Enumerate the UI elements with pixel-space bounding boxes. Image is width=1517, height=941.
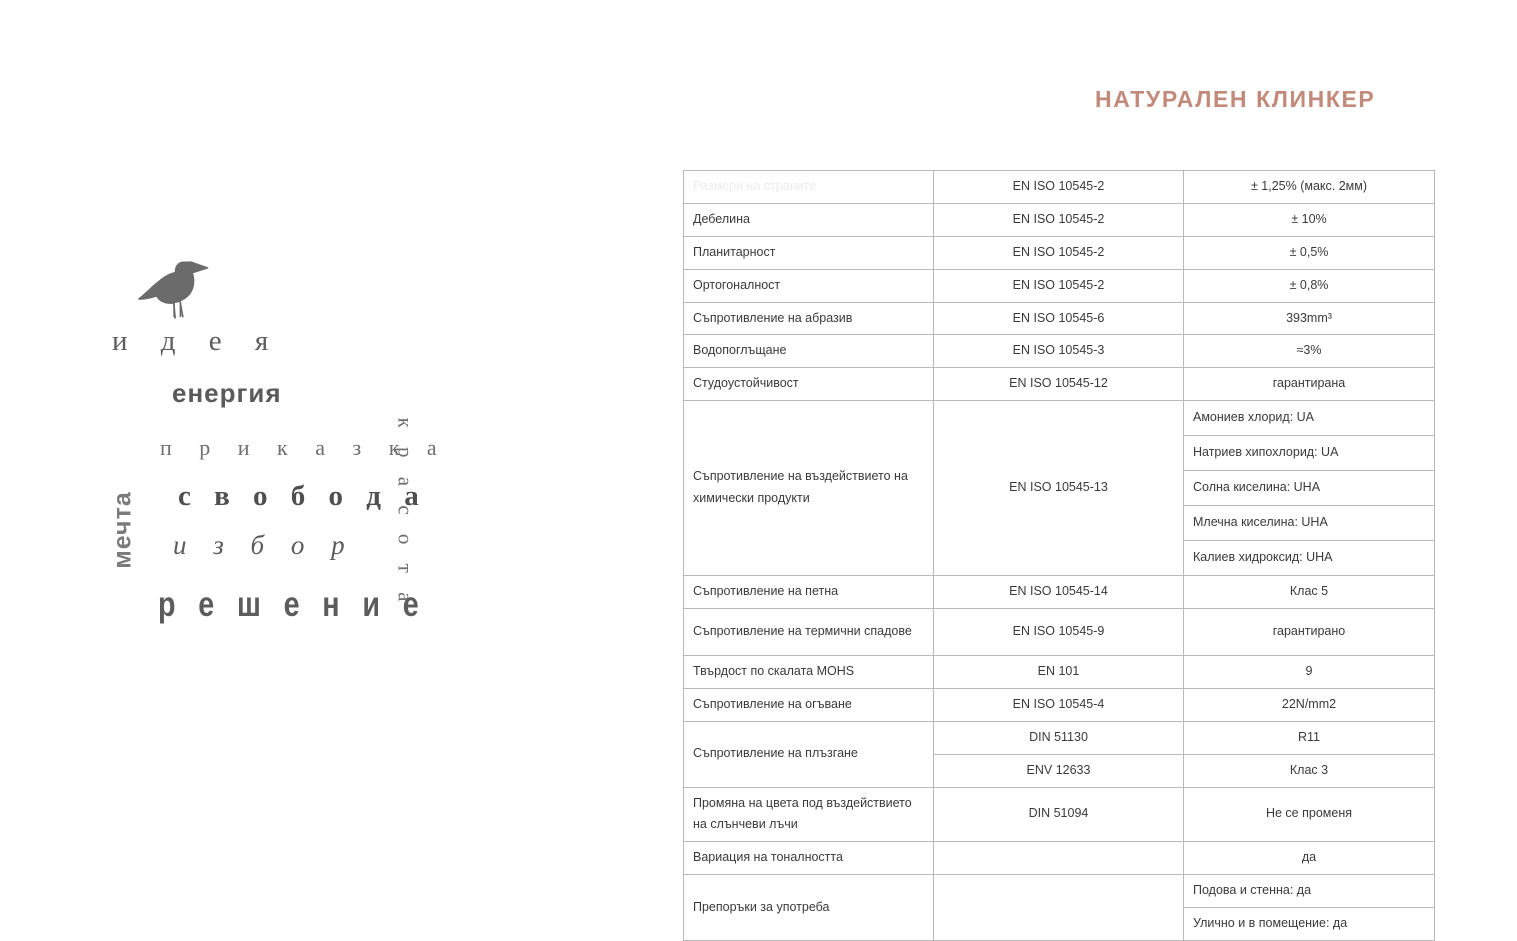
spec-value: ± 10% — [1184, 203, 1435, 236]
spec-value: гарантирана — [1184, 368, 1435, 401]
spec-norm: EN 101 — [934, 656, 1184, 689]
wordcloud-word-reshenie: р е ш е н и е — [158, 585, 427, 624]
spec-value: Клас 3 — [1184, 754, 1435, 787]
spec-norm: EN ISO 10545-9 — [934, 609, 1184, 656]
spec-parameter: Препоръки за употреба — [684, 875, 934, 941]
spec-value: ± 1,25% (макс. 2мм) — [1184, 171, 1435, 204]
spec-value: Калиев хидроксид: UHA — [1184, 541, 1435, 576]
spec-value: 22N/mm2 — [1184, 688, 1435, 721]
brand-wordcloud — [100, 255, 460, 645]
spec-parameter: Размери на страните — [684, 171, 934, 204]
spec-parameter: Съпротивление на термични спадове — [684, 609, 934, 656]
spec-value: Подова и стенна: да — [1184, 875, 1435, 908]
spec-value: Натриев хипохлорид: UA — [1184, 436, 1435, 471]
wordcloud-word-ideya: и д е я — [112, 325, 282, 357]
spec-value: ± 0,5% — [1184, 236, 1435, 269]
spec-norm: EN ISO 10545-4 — [934, 688, 1184, 721]
spec-norm — [934, 875, 1184, 941]
spec-parameter: Твърдост по скалата MOHS — [684, 656, 934, 689]
table-row — [684, 368, 1435, 401]
spec-parameter: Съпротивление на петна — [684, 576, 934, 609]
spec-norm: EN ISO 10545-2 — [934, 269, 1184, 302]
wordcloud-word-krasota-text: к р а с о т а — [393, 417, 418, 609]
spec-value: гарантирано — [1184, 609, 1435, 656]
spec-value: Млечна киселина: UHA — [1184, 506, 1435, 541]
spec-norm: EN ISO 10545-14 — [934, 576, 1184, 609]
spec-norm: EN ISO 10545-2 — [934, 171, 1184, 204]
spec-value: ≈3% — [1184, 335, 1435, 368]
spec-parameter: Промяна на цвета под въздействието на слънчеви лъчи — [684, 787, 934, 842]
wordcloud-word-izbor: и з б о р — [173, 530, 355, 560]
spec-norm: DIN 51130 — [934, 721, 1184, 754]
spec-norm: EN ISO 10545-6 — [934, 302, 1184, 335]
spec-norm — [934, 842, 1184, 875]
spec-norm: EN ISO 10545-12 — [934, 368, 1184, 401]
table-row — [684, 302, 1435, 335]
spec-value: Улично и в помещение: да — [1184, 908, 1435, 941]
table-row — [684, 688, 1435, 721]
wordcloud-word-mechta-text: мечта — [108, 491, 137, 569]
spec-parameter: Дебелина — [684, 203, 934, 236]
table-row — [684, 842, 1435, 875]
spec-parameter: Съпротивление на абразив — [684, 302, 934, 335]
spec-norm: EN ISO 10545-13 — [934, 401, 1184, 576]
spec-norm: EN ISO 10545-2 — [934, 203, 1184, 236]
table-row — [684, 656, 1435, 689]
bird-silhouette-icon — [138, 257, 210, 325]
spec-value: ± 0,8% — [1184, 269, 1435, 302]
table-row — [684, 721, 1435, 754]
spec-parameter: Планитарност — [684, 236, 934, 269]
spec-value: Амониев хлорид: UA — [1184, 401, 1435, 436]
wordcloud-word-prikazka: п р и к а з к а — [160, 435, 448, 460]
table-row — [684, 401, 1435, 436]
table-row — [684, 609, 1435, 656]
wordcloud-word-svoboda: с в о б о д а — [178, 480, 427, 512]
table-row — [684, 171, 1435, 204]
technical-specifications-table — [683, 170, 1435, 941]
spec-norm: ENV 12633 — [934, 754, 1184, 787]
table-row — [684, 787, 1435, 842]
table-row — [684, 269, 1435, 302]
spec-value: 393mm³ — [1184, 302, 1435, 335]
spec-norm: DIN 51094 — [934, 787, 1184, 842]
spec-value: 9 — [1184, 656, 1435, 689]
spec-norm: EN ISO 10545-3 — [934, 335, 1184, 368]
table-row — [684, 875, 1435, 908]
spec-parameter: Вариация на тоналността — [684, 842, 934, 875]
spec-value: Солна киселина: UHA — [1184, 471, 1435, 506]
spec-norm: EN ISO 10545-2 — [934, 236, 1184, 269]
spec-parameter: Студоустойчивост — [684, 368, 934, 401]
spec-parameter: Съпротивление на въздействието на химически продукти — [684, 401, 934, 576]
spec-value: Не се променя — [1184, 787, 1435, 842]
wordcloud-word-energiya: енергия — [172, 378, 282, 408]
spec-value: да — [1184, 842, 1435, 875]
table-row — [684, 203, 1435, 236]
wordcloud-word-krasota — [390, 417, 420, 609]
page-title: НАТУРАЛЕН КЛИНКЕР — [1095, 86, 1376, 112]
table-row — [684, 236, 1435, 269]
spec-parameter: Съпротивление на плъзгане — [684, 721, 934, 787]
spec-parameter: Водопоглъщане — [684, 335, 934, 368]
table-row — [684, 576, 1435, 609]
spec-parameter: Ортогоналност — [684, 269, 934, 302]
spec-value: R11 — [1184, 721, 1435, 754]
spec-parameter: Съпротивление на огъване — [684, 688, 934, 721]
table-row — [684, 335, 1435, 368]
spec-value: Клас 5 — [1184, 576, 1435, 609]
wordcloud-word-mechta — [108, 470, 138, 590]
